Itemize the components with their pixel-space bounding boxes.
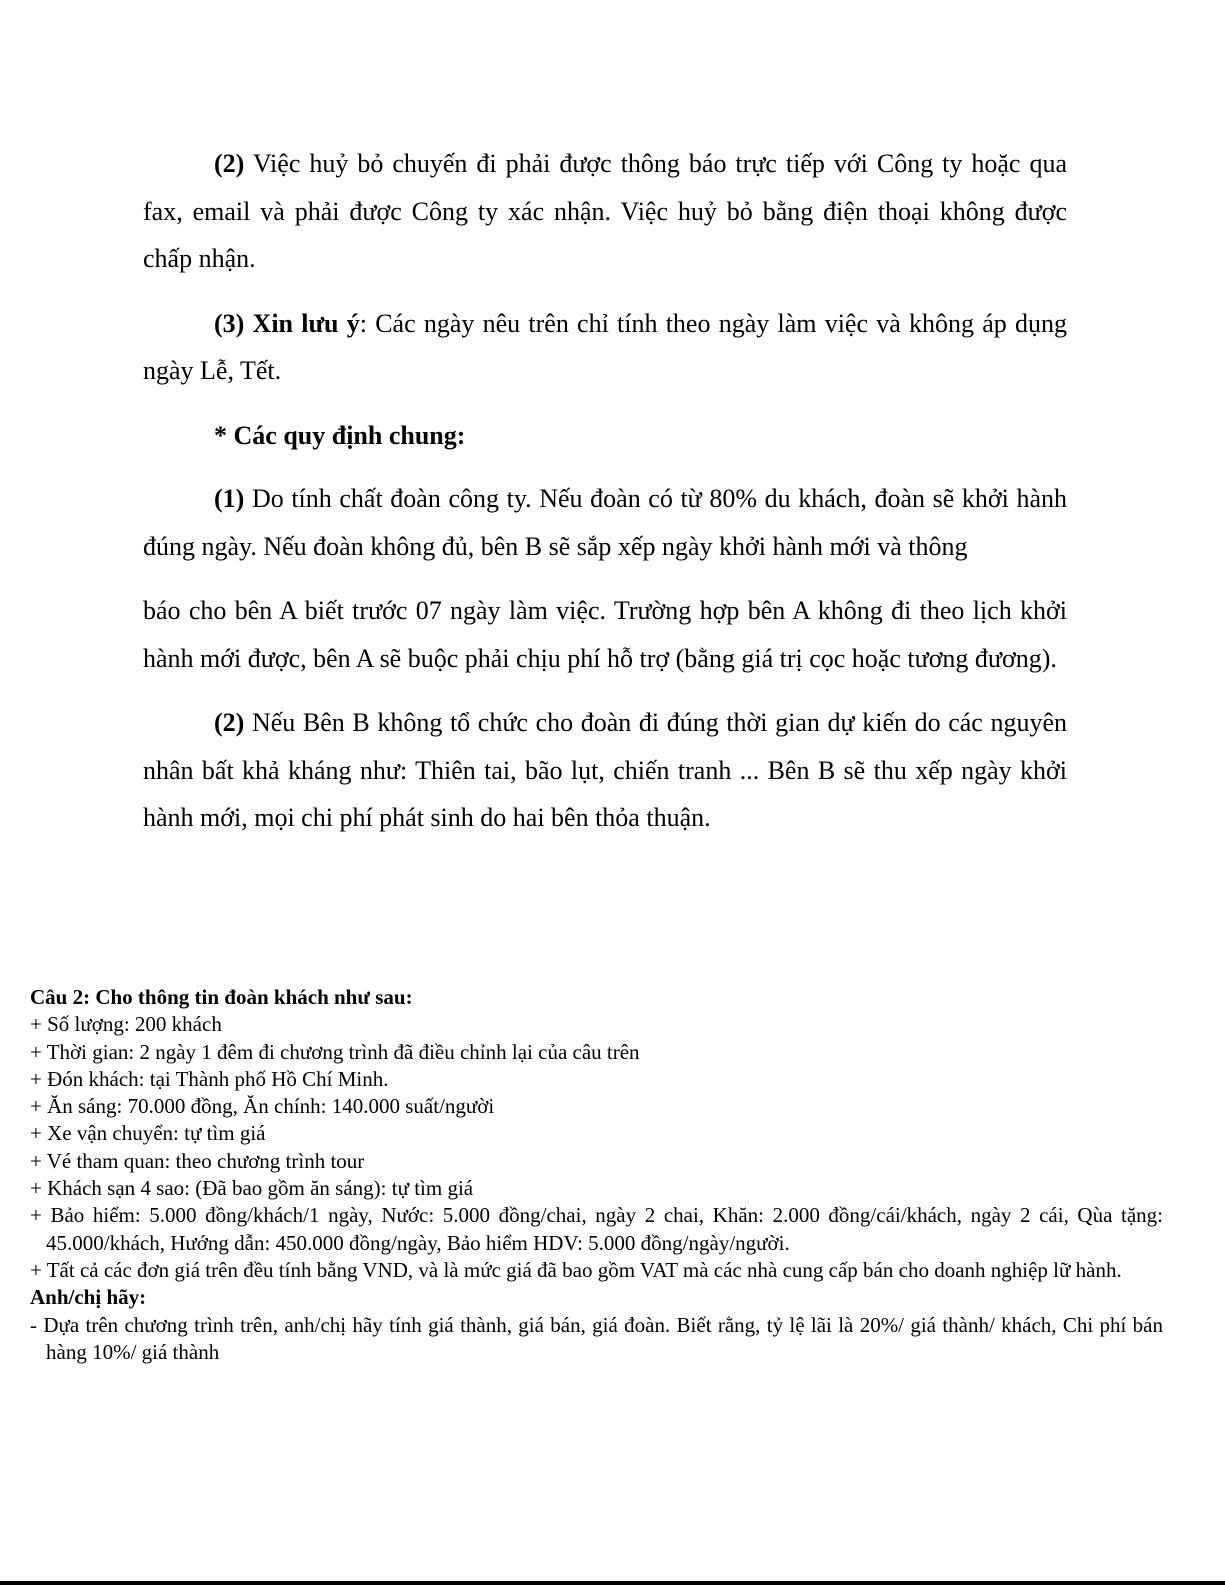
note-clause-3 bbox=[143, 300, 1067, 395]
info-item: + Ăn sáng: 70.000 đồng, Ăn chính: 140.000 suất/người bbox=[30, 1094, 495, 1119]
clause-text: Việc huỷ bỏ chuyến đi phải được thông báo trực tiếp với Công ty hoặc qua fax, email và phải được Công ty xác nhận. Việc huỷ bỏ bằng điện thoại không được chấp nhận. bbox=[143, 149, 1067, 273]
general-rule-1 bbox=[143, 475, 1067, 570]
clause-text: Do tính chất đoàn công ty. Nếu đoàn có từ 80% du khách, đoàn sẽ khởi hành đúng ngày. Nếu đoàn không đủ, bên B sẽ sắp xếp ngày khởi hành mới và thông bbox=[143, 484, 1067, 561]
info-item: + Đón khách: tại Thành phố Hồ Chí Minh. bbox=[30, 1066, 389, 1091]
clause-number: (1) bbox=[214, 484, 245, 513]
info-item: + Bảo hiểm: 5.000 đồng/khách/1 ngày, Nước: 5.000 đồng/chai, ngày 2 chai, Khăn: 2.000 đồng/cái/khách, ngày 2 cái, Qùa tặng: 45.000/khách, Hướng dẫn: 450.000 đồng/ngày, Bảo hiểm HDV: 5.000 đồng/ngày/người. bbox=[30, 1203, 1163, 1255]
cancellation-clause-2 bbox=[143, 140, 1067, 283]
info-item: + Khách sạn 4 sao: (Đã bao gồm ăn sáng): tự tìm giá bbox=[30, 1176, 474, 1201]
clause-number: (2) bbox=[214, 149, 245, 178]
question-2-section bbox=[30, 984, 1163, 1366]
info-item: + Vé tham quan: theo chương trình tour bbox=[30, 1148, 365, 1173]
general-rules-heading: * Các quy định chung: bbox=[214, 420, 466, 450]
clause-text: Nếu Bên B không tổ chức cho đoàn đi đúng thời gian dự kiến do các nguyên nhân bất khả kháng như: Thiên tai, bão lụt, chiến tranh ... Bên B sẽ thu xếp ngày khởi hành mới, mọi chi phí phát sinh do hai bên thỏa thuận. bbox=[143, 708, 1067, 832]
info-item: + Tất cả các đơn giá trên đều tính bằng VND, và là mức giá đã bao gồm VAT mà các nhà cung cấp bán cho doanh nghiệp lữ hành. bbox=[30, 1257, 1122, 1282]
general-rule-1-continuation: báo cho bên A biết trước 07 ngày làm việc. Trường hợp bên A không đi theo lịch khởi hành mới được, bên A sẽ buộc phải chịu phí hỗ trợ (bằng giá trị cọc hoặc tương đương). bbox=[143, 596, 1067, 673]
page-bottom-border bbox=[0, 1581, 1225, 1585]
question-title: Câu 2: Cho thông tin đoàn khách như sau: bbox=[30, 985, 413, 1009]
clause-number: (2) bbox=[214, 708, 245, 737]
task-text: - Dựa trên chương trình trên, anh/chị hãy tính giá thành, giá bán, giá đoàn. Biết rằng, tỷ lệ lãi là 20%/ giá thành/ khách, Chi phí bán hàng 10%/ giá thành bbox=[30, 1312, 1163, 1364]
general-rule-2 bbox=[143, 699, 1067, 842]
clause-text: : Các ngày nêu trên chỉ tính theo ngày làm việc và không áp dụng ngày Lễ, Tết. bbox=[143, 308, 1067, 385]
clause-number: (3) Xin lưu ý bbox=[214, 308, 360, 338]
info-item: + Thời gian: 2 ngày 1 đêm đi chương trình đã điều chỉnh lại của câu trên bbox=[30, 1039, 640, 1064]
task-heading: Anh/chị hãy: bbox=[30, 1285, 147, 1310]
info-item: + Xe vận chuyển: tự tìm giá bbox=[30, 1121, 266, 1146]
contract-terms-section bbox=[143, 140, 1067, 859]
info-item: + Số lượng: 200 khách bbox=[30, 1012, 222, 1037]
